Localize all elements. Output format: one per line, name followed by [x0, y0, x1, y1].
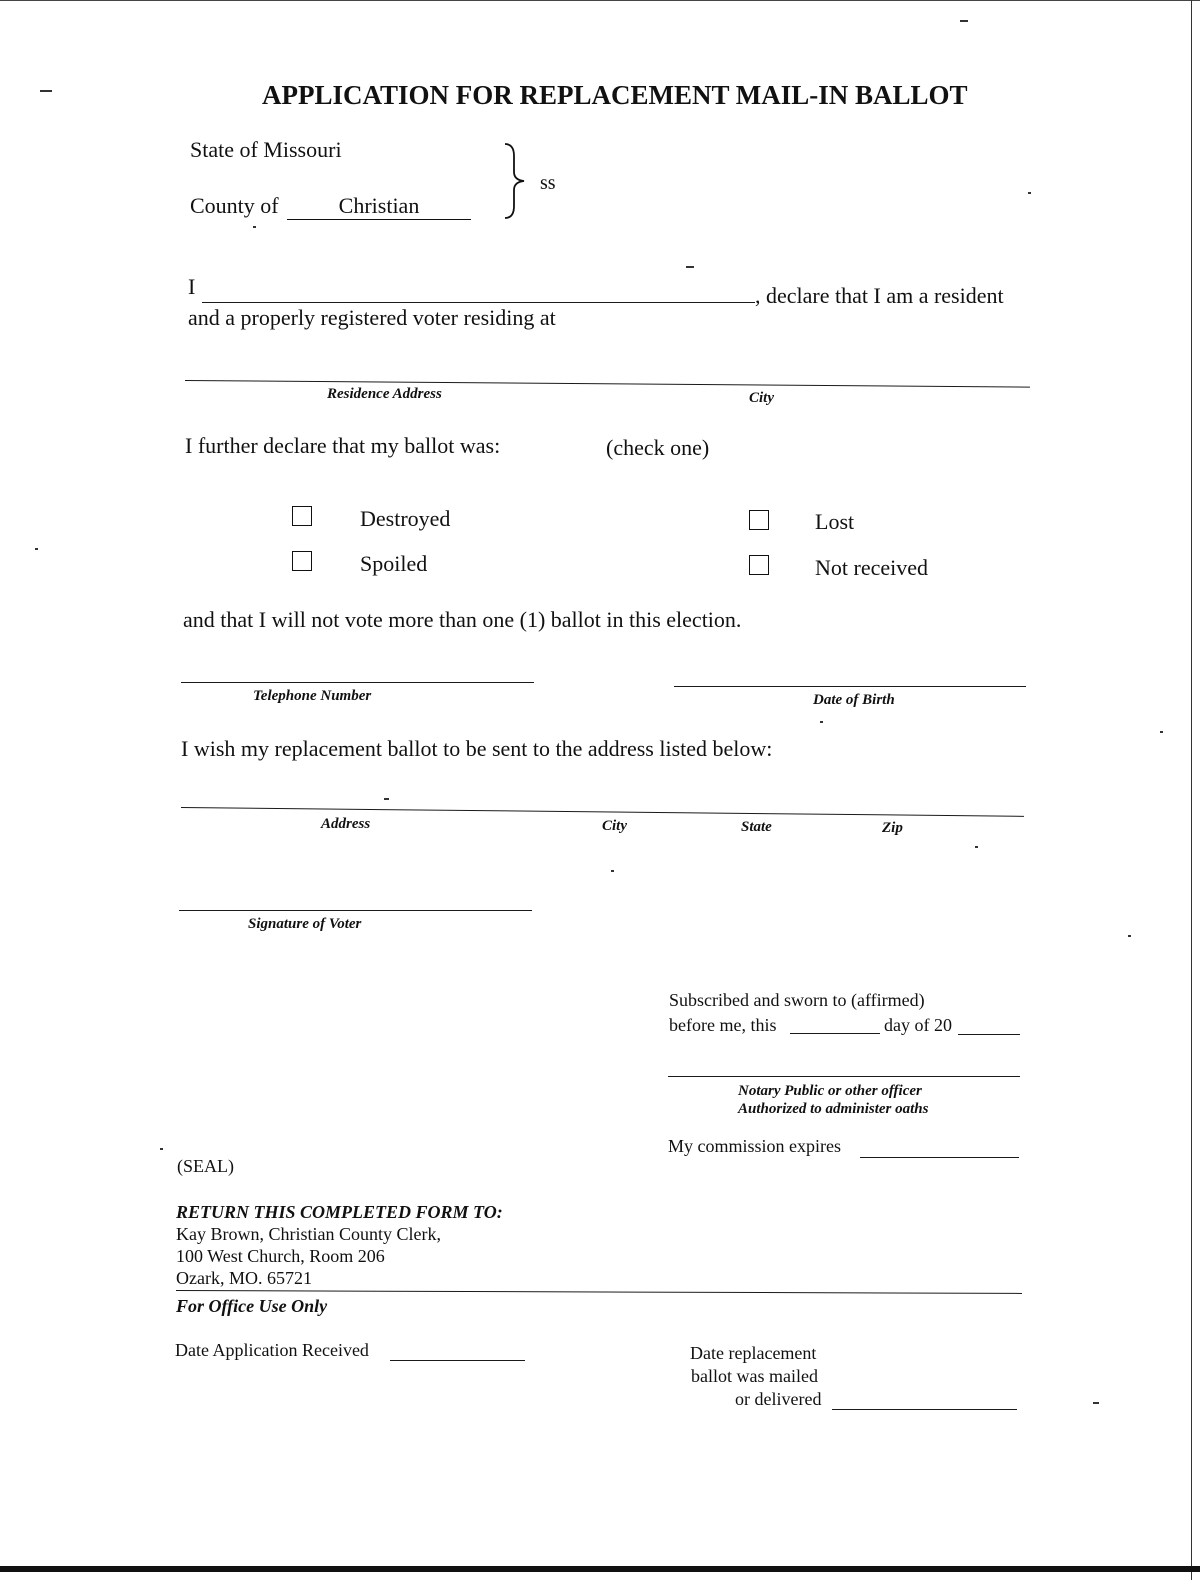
sworn-day-field[interactable] [790, 1033, 880, 1034]
officer-line-1: Notary Public or other officer [738, 1083, 922, 1099]
scan-speck [40, 90, 52, 92]
mailed-line-1: Date replacement [690, 1343, 817, 1363]
sworn-year-field[interactable] [958, 1034, 1020, 1035]
scan-speck [1028, 192, 1031, 194]
date-received-field[interactable] [390, 1360, 525, 1361]
return-line-1: Kay Brown, Christian County Clerk, [176, 1224, 441, 1244]
commission-field[interactable] [860, 1157, 1019, 1158]
state-line: State of Missouri [190, 137, 342, 162]
registered-text: and a properly registered voter residing at [188, 305, 556, 330]
scan-speck [1093, 1402, 1099, 1404]
page-bottom-edge [0, 1566, 1200, 1572]
officer-line-2: Authorized to administer oaths [738, 1101, 929, 1117]
return-heading: RETURN THIS COMPLETED FORM TO: [176, 1202, 503, 1222]
scan-speck [384, 798, 389, 800]
scan-speck [1160, 731, 1163, 733]
scan-speck [1128, 935, 1131, 937]
lost-label: Lost [815, 509, 855, 534]
date-mailed-field[interactable] [832, 1409, 1017, 1410]
date-received-label: Date Application Received [175, 1340, 369, 1360]
page-right-edge [1191, 0, 1192, 1580]
scan-speck [820, 721, 823, 723]
signature-field[interactable] [179, 910, 532, 911]
i-label: I [188, 274, 196, 299]
scan-speck [160, 1148, 163, 1150]
mailed-line-3: or delivered [735, 1389, 822, 1409]
scan-speck [686, 266, 694, 268]
notary-signature-field[interactable] [668, 1076, 1020, 1077]
mailing-state-label: State [741, 819, 772, 835]
day-of-text: day of 20 [884, 1015, 952, 1035]
residence-address-label: Residence Address [327, 386, 442, 402]
not-received-label: Not received [815, 555, 928, 580]
mailing-zip-label: Zip [882, 820, 903, 836]
before-me-text: before me, this [669, 1015, 777, 1035]
office-heading: For Office Use Only [176, 1296, 328, 1316]
return-line-2: 100 West Church, Room 206 [176, 1246, 385, 1266]
scan-speck [975, 846, 978, 848]
lost-checkbox[interactable] [749, 510, 769, 530]
telephone-field[interactable] [181, 682, 534, 683]
ss-label: ss [540, 172, 556, 194]
scan-speck [35, 548, 38, 550]
county-field[interactable] [287, 193, 471, 220]
dob-field[interactable] [674, 686, 1026, 687]
mailed-line-2: ballot was mailed [691, 1366, 818, 1386]
destroyed-label: Destroyed [360, 506, 451, 531]
office-divider [176, 1290, 1022, 1294]
residence-city-label: City [749, 390, 774, 406]
brace-icon [500, 142, 530, 220]
ballot-status-prompt: I further declare that my ballot was: [185, 433, 501, 458]
signature-label: Signature of Voter [248, 916, 362, 932]
county-value: Christian [338, 193, 420, 218]
voter-name-field[interactable] [202, 302, 755, 303]
telephone-label: Telephone Number [253, 688, 372, 704]
seal-label: (SEAL) [177, 1156, 234, 1176]
destroyed-checkbox[interactable] [292, 506, 312, 526]
dob-label: Date of Birth [813, 692, 895, 708]
pledge-text: and that I will not vote more than one (1) ballot in this election. [183, 607, 742, 632]
mailing-address-label: Address [321, 816, 371, 832]
county-prefix: County of [190, 193, 279, 218]
residence-address-field[interactable] [185, 380, 1030, 388]
not-received-checkbox[interactable] [749, 555, 769, 575]
spoiled-label: Spoiled [360, 551, 428, 576]
page-top-edge [0, 0, 1200, 1]
mailing-prompt: I wish my replacement ballot to be sent to the address listed below: [181, 736, 773, 761]
resident-text: , declare that I am a resident [755, 283, 1004, 308]
scan-speck [253, 226, 256, 228]
mailing-city-label: City [602, 818, 627, 834]
sworn-line: Subscribed and sworn to (affirmed) [669, 990, 925, 1010]
mailing-address-field[interactable] [181, 807, 1024, 817]
scan-speck [960, 20, 968, 22]
spoiled-checkbox[interactable] [292, 551, 312, 571]
check-one-label: (check one) [606, 435, 710, 460]
scan-speck [611, 870, 614, 872]
page-title: APPLICATION FOR REPLACEMENT MAIL-IN BALLOT [262, 80, 968, 110]
return-line-3: Ozark, MO. 65721 [176, 1268, 312, 1288]
commission-text: My commission expires [668, 1136, 841, 1156]
